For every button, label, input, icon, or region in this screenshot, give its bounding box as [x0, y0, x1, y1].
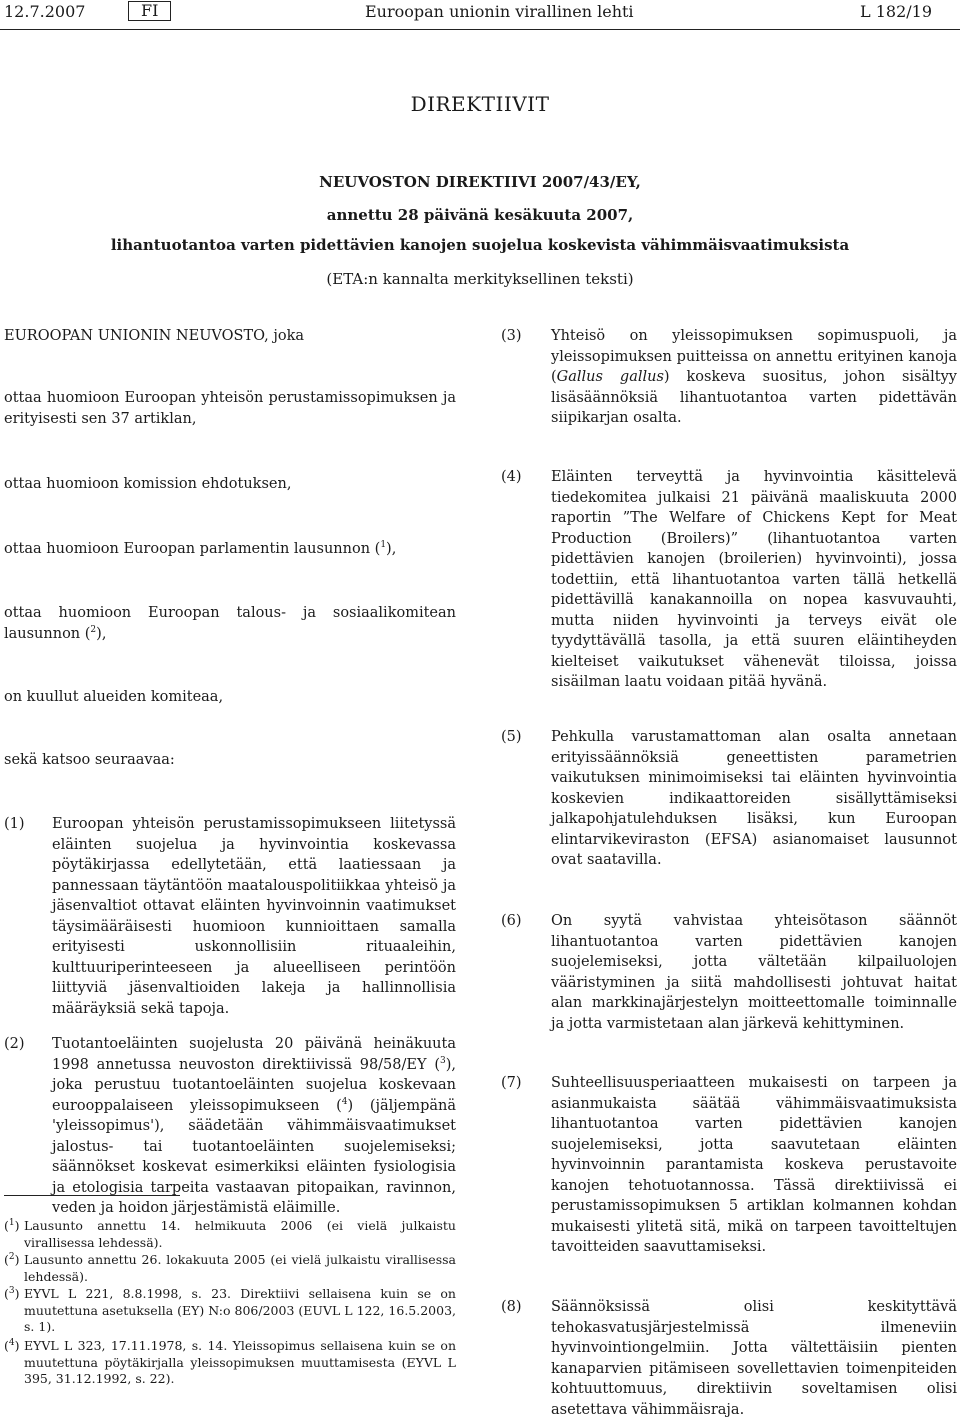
footnote-4: ($^4$) EYVL L 323, 17.11.1978, s. 14. Yleissopimus sellaisena kuin se on muutettuna pöytäkirjalla yleissopimuksen muuttamisesta (EYVL L 395, 31.12.1992, s. 22). — [4, 1337, 456, 1386]
page-reference: L 182/19 — [860, 2, 932, 21]
directive-title: NEUVOSTON DIREKTIIVI 2007/43/EY, — [319, 173, 641, 191]
citation-regions: on kuullut alueiden komiteaa, — [4, 689, 224, 705]
recital-8: Säännöksissä olisi keskityttävä tehokasvatusjärjestelmissä ilmeneviin hyvinvointiongelmiin. Jotta vältettäisiin pienten kanaparvien pitämiseen sovellettavien toimenpiteiden kohtuuttomuus, direktiivin soveltamisen olisi asetettava vähimmäisraja. — [551, 1299, 957, 1418]
directive-subject: lihantuotantoa varten pidettävien kanojen suojelua koskevista vähimmäisvaatimuksista — [110, 236, 850, 254]
citation-parliament: ottaa huomioon Euroopan parlamentin lausunnon ($^1$), — [4, 540, 397, 557]
footnote-ref: 3 — [439, 1055, 446, 1066]
whereas-intro: sekä katsoo seuraavaa: — [4, 752, 175, 768]
footnote-1: ($^1$) Lausunto annettu 14. helmikuuta 2006 (ei vielä julkaistu virallisessa lehdessä). — [4, 1217, 456, 1250]
recital-5: Pehkulla varustamattoman alan osalta annetaan erityissäännöksiä geneettisten parametrien vaikutuksen minimoimiseksi tai eläinten hyvinvointia koskevien indikaattoreiden sisällyttämiseksi jalkapohjatulehduksen lisäksi, kun Euroopan elintarvikeviraston (EFSA) asianomaiset lausunnot ovat saatavilla. — [551, 729, 957, 868]
eea-relevance: (ETA:n kannalta merkityksellinen teksti) — [326, 270, 634, 288]
recital-3: Yhteisö on yleissopimuksen sopimuspuoli, ja yleissopimuksen puitteissa on annettu erityinen kanoja (Gallus gallus) koskeva suositus, johon sisältyy lisäsäännöksiä lihantuotantoa varten pidettävän siipikarjan osalta. — [551, 328, 957, 426]
recital-number: (4) — [501, 469, 522, 485]
recital-number: (6) — [501, 913, 522, 929]
recital-1: Euroopan yhteisön perustamissopimukseen liitetyssä eläinten suojelua ja hyvinvointia koskevassa pöytäkirjassa edellytetään, että laatiessaan ja pannessaan täytäntöön maatalouspolitiikkaa yhteisö ja jäsenvaltiot ottavat eläinten hyvinvoinnin vaatimukset täysimääräisesti huomioon kunnioittaen samalla erityisesti uskonnollisiin rituaaleihin, kulttuuriperinteeseen ja alueelliseen perintöön liittyviä jäsenvaltioiden lakeja ja hallinnollisia määräyksiä sekä tapoja. — [52, 816, 456, 1017]
footnote-ref: 4 — [341, 1096, 348, 1107]
recital-2: Tuotantoeläinten suojelusta 20 päivänä heinäkuuta 1998 annetussa neuvoston direktiivissä 98/58/EY ($^3$), joka perustuu tuotantoeläinten suojelua koskevaan eurooppalaiseen yleissopimukseen ($^4$) (jäljempänä 'yleissopimus'), säädetään vähimmäisvaatimukset jalostus- tai tuotantoeläinten suojelemiseksi; säännökset koskevat esimerkiksi eläinten fysiologisia ja etologisia tarpeita vastaavan pitopaikan, ravinnon, veden ja hoidon järjestämistä eläimille. — [52, 1036, 456, 1216]
council-intro: EUROOPAN UNIONIN NEUVOSTO, joka — [4, 328, 305, 344]
page-header — [0, 0, 960, 30]
header-divider — [0, 29, 960, 30]
recital-7: Suhteellisuusperiaatteen mukaisesti on tarpeen ja asianmukaista säätää vähimmäisvaatimuksista lihantuotantoa varten pidettävien kanojen suojelemiseksi, jotta saavutetaan eläinten hyvinvoinnin parantamista koskeva perustavoite kanojen tehotuotannossa. Tässä direktiivissä ei perustamissopimuksen 5 artiklan kolmannen kohdan mukaisesti ylitetä sitä, mikä on tarpeen tavoitteltujen tavoitteiden saavuttamiseksi. — [551, 1075, 957, 1255]
citation-commission: ottaa huomioon komission ehdotuksen, — [4, 476, 292, 492]
language-badge: FI — [128, 1, 171, 21]
footnote-3: ($^3$) EYVL L 221, 8.8.1998, s. 23. Direktiivi sellaisena kuin se on muutettuna asetuksella (EY) N:o 806/2003 (EUVL L 122, 16.5.2003, s. 1). — [4, 1285, 456, 1334]
footnote-divider — [4, 1195, 180, 1196]
section-heading: DIREKTIIVIT — [410, 92, 550, 116]
recital-number: (1) — [4, 816, 25, 832]
recital-number: (7) — [501, 1075, 522, 1091]
directive-date: annettu 28 päivänä kesäkuuta 2007, — [326, 206, 634, 224]
citation-treaty: ottaa huomioon Euroopan yhteisön perustamissopimuksen ja erityisesti sen 37 artiklan, — [4, 390, 456, 427]
recital-number: (5) — [501, 729, 522, 745]
recital-number: (3) — [501, 328, 522, 344]
footnote-ref: 2 — [90, 624, 97, 635]
publication-date: 12.7.2007 — [4, 2, 86, 21]
footnote-2: ($^2$) Lausunto annettu 26. lokakuuta 2005 (ei vielä julkaistu virallisessa lehdessä). — [4, 1251, 456, 1284]
recital-4: Eläinten terveyttä ja hyvinvointia käsittelevä tiedekomitea julkaisi 21 päivänä maaliskuuta 2000 raportin ”The Welfare of Chickens Kept for Meat Production (Broilers)” (lihantuotantoa varten pidettävien kanojen (broilerien) hyvinvointi), jossa todettiin, että lihantuotantoa varten tällä hetkellä pidettävillä kanakannoilla on nopea kasvuvauhti, mutta niiden hyvinvointi ja terveys eivät ole tyydyttävällä tasolla, ja että suuren eläintiheyden kielteiset vaikutukset vähenevät tiloissa, joissa sisäilman laatu voidaan pitää hyvänä. — [551, 469, 957, 690]
recital-6: On syytä vahvistaa yhteisötason säännöt lihantuotantoa varten pidettävien kanojen suojelemiseksi, jotta vältetään kilpailuolojen vääristyminen ja siitä mahdollisesti johtuvat haitat alan markkinajärjestelyn moitteettomalle toiminnalle ja jotta varmistetaan alan järkevä kehittyminen. — [551, 913, 957, 1032]
recital-number: (2) — [4, 1036, 25, 1052]
journal-name: Euroopan unionin virallinen lehti — [365, 2, 634, 21]
citation-esc: ottaa huomioon Euroopan talous- ja sosiaalikomitean lausunnon ($^2$), — [4, 605, 456, 642]
footnote-ref: 1 — [380, 540, 387, 551]
recital-number: (8) — [501, 1299, 522, 1315]
